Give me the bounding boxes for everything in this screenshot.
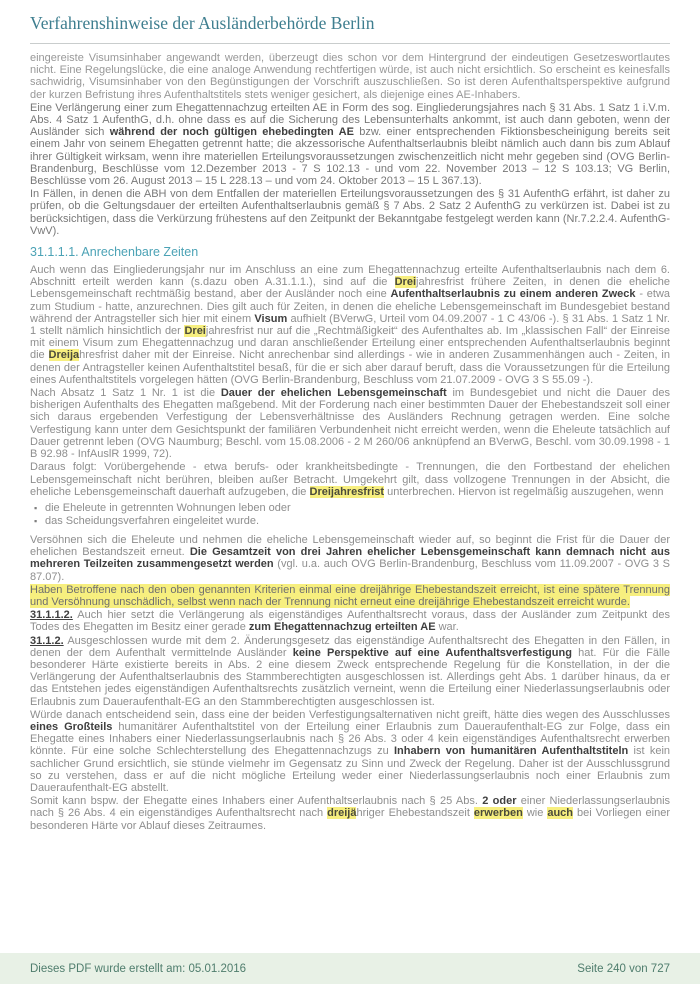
paragraph	[30, 102, 670, 187]
text-run: - etwa zum Studium - hatte, anzurechnen. Dies gilt auch für Zeiten, in denen die eheliche Lebensgemeinschaft im Bundesgebiet bestand während der Antragsteller sich hier mit einem	[30, 288, 671, 325]
emphasis-text: zum Ehegattennachzug erteilten AE	[248, 621, 436, 634]
text-run: jahresfrist nur auf die „Rechtmäßigkeit“ des Aufenthaltes ab. Im „klassischen Fall“ der Einreise mit einem Visum zum Ehegattennachzug und daran anschließender Erteilung einer entsprechenden Aufenthaltserlaubnis beginnt die	[30, 325, 670, 362]
paragraph	[30, 609, 670, 633]
text-run: hresfrist daher mit der Einreise. Nicht anrechenbar sind allerdings - wie in anderen Zusammenhängen auch - Zeiten, in denen der Antragsteller keinen Aufenthaltstitel besaß, für die er sich aber darauf beruft, dass die Voraussetzungen für die Erteilung eines Aufenthaltstitels vorgelegen hätten (OVG Berlin-Brandenburg, Beschluss vom 21.07.2009 - OVG 3 S 55.09 -).	[30, 349, 670, 386]
text-run: im Bundesgebiet und nicht die Dauer des bisherigen Aufenthalts des Ehegatten maßgebend. Mit der Forderung nach einer bestimmten Dauer der Ehebestandszeit soll einer sich daraus ergebenden Verfestigung der Lebensverhältnisse des Ausländers Rechnung getragen werden. Eine solche Verfestigung kann unter dem Gesichtspunkt der familiären Verbundenheit nicht erreicht werden, wenn die Eheleute tatsächlich auf Dauer getrennt leben (OVG Naumburg; Beschl. vom 15.08.2006 - 2 M 260/06 anknüpfend an BVerwG, Beschl. vom 30.09.1998 - 1 B 92.98 - InfAuslR 1999, 72).	[30, 387, 670, 461]
paragraph	[30, 709, 670, 794]
paragraph	[30, 795, 670, 832]
paragraph	[30, 635, 670, 708]
text-run: bzw. einer entsprechenden Fiktionsbescheinigung bereits seit einem Jahr von seinem Ehegatten getrennt hatte; die akzessorische Aufenthaltserlaubnis bleibt nämlich auch dann bis zum Ablauf ihrer Gültigkeit wirksam, wenn ihre materiellen Erteilungsvoraussetzungen zwischenzeitlich nicht mehr gegeben sind (OVG Berlin-Brandenburg, Beschlüsse vom 12.Dezember 2013 - 7 S 102.13 - und vom 22. November 2013 – 12 S 103.13; VG Berlin, Beschlüsse vom 26. August 2013 – 15 L 228.13 – und vom 24. Oktober 2013 – 15 L 367.13).	[30, 126, 670, 188]
text-run: ist kein sachlicher Grund ersichtlich, sie stünde vielmehr im Gegensatz zu Sinn und Zweck der Regelung. Daher ist der Ausschlussgrund so zu verstehen, dass er auf die nicht mögliche Erteilung weder einer Niederlassungserlaubnis noch einer Erlaubnis zum Daueraufenthalt-EG abstellt.	[30, 745, 671, 794]
emphasis-text: keine Perspektive auf eine Aufenthaltsverfestigung	[292, 646, 572, 659]
emphasis-text: 2 oder	[482, 795, 517, 808]
text-run: Ausgeschlossen wurde mit dem 2. Änderungsgesetz das eigenständige Aufenthaltsrecht des Ehegatten in den Fällen, in denen der dem Aufenthalt vermittelnde Ausländer	[30, 634, 670, 659]
paragraph	[30, 534, 670, 583]
bullet-item	[34, 502, 670, 516]
text-run: bei Vorliegen einer besonderen Härte vor Ablauf dieses Zeitraumes.	[30, 807, 671, 832]
emphasis-text: Visum	[254, 312, 288, 325]
highlighted-text: Drei	[184, 325, 206, 338]
paragraph	[30, 188, 670, 237]
text-run: humanitärer Aufenthaltstitel von der Erteilung einer Erlaubnis zum Daueraufenthalt-EG zur Folge, dass ein Ehegatte eines Inhabers einer Niederlassungserlaubnis nach § 26 Abs. 3 oder 4 kein eigenständiges Aufenthaltsrecht erwerben könnte. Für eine solche Schlechterstellung des Ehegattennachzugs zu	[30, 720, 670, 758]
text-run: Versöhnen sich die Eheleute und nehmen die eheliche Lebensgemeinschaft wieder auf, so beginnt die Frist für die Dauer der ehelichen Bestandszeit erneut.	[30, 533, 670, 559]
text-run: hriger Ehebestandszeit	[356, 807, 474, 820]
highlighted-text: Dreijahresfrist	[309, 485, 385, 498]
text-run: Somit kann bspw. der Ehegatte eines Inhabers einer Aufenthaltserlaubnis nach § 25 Abs.	[30, 795, 483, 808]
emphasis-text: Dauer der ehelichen Lebensgemeinschaft	[220, 387, 447, 400]
highlighted-text: Dreija	[48, 349, 80, 362]
paragraph	[30, 584, 670, 608]
emphasis-text: Inhabern von humanitären Aufenthaltstiteln	[393, 745, 629, 758]
text-run: (vgl. u.a. auch OVG Berlin-Brandenburg, Beschluss vom 11.09.2007 - OVG 3 S 87.07).	[30, 558, 670, 583]
text-run: Würde danach entscheidend sein, dass eine der beiden Verfestigungsalternativen nicht greift, hätte dies wegen des Ausschlusses	[30, 708, 670, 721]
section-heading: 31.1.1.1. Anrechenbare Zeiten	[30, 245, 199, 260]
text-run: In Fällen, in denen die ABH von dem Entfallen der materiellen Erteilungsvoraussetzungen des § 31 AufenthG erfährt, ist daher zu prüfen, ob die Geltungsdauer der erteilten Aufenthaltserlaubnis gemäß § 7 Abs. 2 Satz 2 AufenthG zu verkürzen ist. Dabei ist zu berücksichtigen, dass die Verkürzung frühestens auf den Zeitpunkt der Bekanntgabe festgelegt werden kann (Nr.7.2.2.4. AufenthG-VwV).	[30, 188, 670, 237]
paragraph	[30, 387, 670, 460]
text-run: Auch hier setzt die Verlängerung als eigenständiges Aufenthaltsrecht voraus, dass der Ausländer zum Zeitpunkt des Todes des Ehegatten im Besitz einer gerade	[30, 609, 670, 634]
emphasis-text: während der noch gültigen ehebedingten AE	[109, 126, 354, 139]
highlighted-text: Drei	[394, 276, 417, 289]
text-run: Daraus folgt: Vorübergehende - etwa berufs- oder krankheitsbedingte - Trennungen, die den Fortbestand der ehelichen Lebensgemeinschaft nicht berühren, bleiben außer Betracht. Umgekehrt gilt, dass vollzogene Trennungen in der Absicht, die eheliche Lebensgemeinschaft dauerhaft aufzugeben, die	[30, 461, 670, 498]
text-run: Eine Verlängerung einer zum Ehegattennachzug erteilten AE in Form des sog. Eingliederungsjahres nach § 31 Abs. 1 Satz 1 i.V.m. Abs. 4 Satz 1 AufenthG, d.h. ohne dass es auf die Sicherung des Lebensunterhalts ankommt, ist auch dann geboten, wenn der Ausländer sich	[30, 101, 670, 139]
highlighted-text: Haben Betroffene nach den oben genannten Kriterien einmal eine dreijährige Ehebestandszeit erreicht, ist eine spätere Trennung und Versöhnung unschädlich, selbst wenn nach der Trennung nicht erneut eine dreijährige Ehebestandszeit erreicht wurde.	[30, 583, 670, 608]
footer-page-number: Seite 240 von 727	[577, 962, 670, 975]
paragraph	[30, 461, 670, 498]
text-run: eingereiste Visumsinhaber angewandt werden, überzeugt dies schon vor dem Hintergrund der eindeutigen Gesetzeswortlautes nicht. Eine Regelungslücke, die eine analoge Anwendung rechtfertigen würde, ist auch nicht ersichtlich. So erscheint es keinesfalls sachwidrig, Visumsinhaber von den Begünstigungen der Vorschrift auszuschließen. So ist deren Aufenthaltsperspektive aufgrund der kurzen Befristung ihres Aufenthaltstitels stets weniger gesichert, als diejenige eines AE-Inhabers.	[30, 52, 670, 101]
paragraph	[30, 52, 670, 101]
text-run: Nach Absatz 1 Satz 1 Nr. 1 ist die	[30, 387, 221, 400]
emphasis-text: Aufenthaltserlaubnis zu einem anderen Zweck	[390, 288, 636, 301]
emphasis-text: Die Gesamtzeit von drei Jahren ehelicher Lebensgemeinschaft kann demnach nicht aus mehreren Teilzeiten zusammengesetzt werden	[30, 546, 670, 571]
text-run: wie	[522, 807, 548, 820]
paragraph	[30, 264, 670, 386]
text-run: jahresfrist frühere Zeiten, in denen die eheliche Lebensgemeinschaft rechtmäßig bestand, aber der Ausländer noch eine	[30, 276, 670, 301]
highlighted-text: auch	[547, 807, 574, 820]
text-run: einer Niederlassungserlaubnis nach § 26 Abs. 4 ein eigenständiges Aufenthaltsrecht nach	[30, 795, 671, 820]
highlighted-text: erwerben	[473, 807, 523, 820]
bullet-list	[34, 502, 670, 529]
text-run: die Eheleute in getrennten Wohnungen leben oder	[45, 501, 291, 514]
text-run: hat. Für die Fälle besonderer Härte existierte bereits in Abs. 2 eine diesem Zweck entsprechende Regelung für die Konstellation, in der die Verlängerung der Aufenthaltserlaubnis des Stammberechtigten ausgeschlossen ist. Allerdings geht Abs. 1 darüber hinaus, da er das Entstehen jedes eigenständigen Aufenthaltsrechts zusätzlich verneint, wenn die Erteilung einer Niederlassungserlaubnis oder Erlaubnis zum Daueraufenthalt-EG an den Stammberechtigten ausgeschlossen ist.	[30, 646, 671, 708]
document-body	[30, 52, 670, 832]
page-footer	[0, 953, 700, 984]
emphasis-text: eines Großteils	[30, 720, 113, 733]
text-run: das Scheidungsverfahren eingeleitet wurde.	[45, 515, 260, 528]
section-link[interactable]: 31.1.1.2.	[30, 609, 73, 622]
text-run: unterbrechen. Hiervon ist regelmäßig auszugehen, wenn	[384, 485, 664, 498]
bullet-item	[34, 515, 670, 529]
highlighted-text: dreijä	[327, 807, 357, 820]
text-run: aufhielt (BVerwG, Urteil vom 04.09.2007 - 1 C 43/06 -). § 31 Abs. 1 Satz 1 Nr. 1 stellt nämlich hinsichtlich der	[30, 312, 670, 338]
footer-created-date: Dieses PDF wurde erstellt am: 05.01.2016	[30, 962, 247, 975]
text-run: Auch wenn das Eingliederungsjahr nur im Anschluss an eine zum Ehegattennachzug erteilte Aufenthaltserlaubnis nach dem 6. Abschnitt erteilt werden kann (s.dazu oben A.31.1.1.), sind auf die	[30, 264, 670, 289]
text-run: war.	[435, 621, 459, 634]
page-title: Verfahrenshinweise der Ausländerbehörde Berlin	[30, 11, 670, 44]
section-link[interactable]: 31.1.2.	[30, 634, 64, 647]
